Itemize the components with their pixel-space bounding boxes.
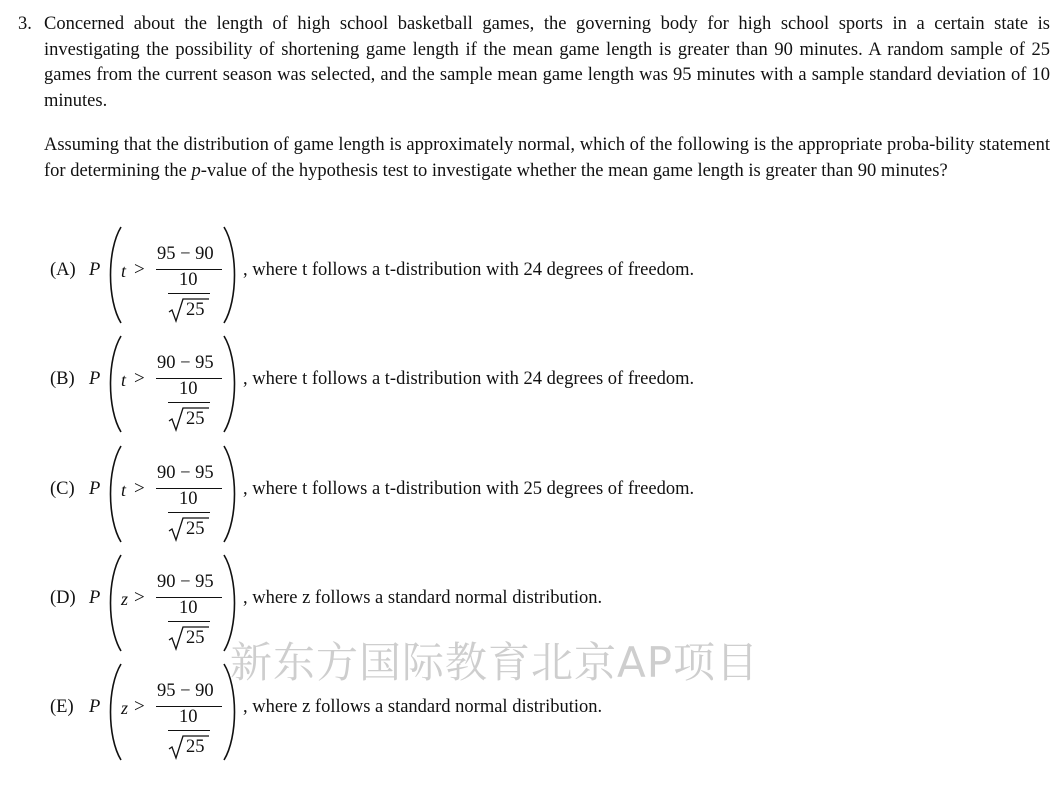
sample-size: 25 (186, 300, 205, 320)
choice-c[interactable] (0, 442, 1057, 546)
inner-fraction-bar (168, 402, 210, 403)
inner-fraction-bar (168, 621, 210, 622)
numerator: 90 − 95 (157, 572, 214, 592)
right-paren-icon (220, 225, 240, 325)
choice-label: (E) (50, 697, 74, 717)
prompt-text-1: Assuming that the distribution of game length is approximately normal, which of the following is the appropriate proba-bility statement for determining the (44, 135, 1050, 181)
standard-deviation: 10 (179, 598, 198, 618)
standard-deviation: 10 (179, 707, 198, 727)
inner-fraction-bar (168, 512, 210, 513)
question-block (18, 12, 1050, 203)
operator: > (134, 587, 145, 608)
operator: > (134, 368, 145, 389)
choice-description: , where t follows a t-distribution with 24 degrees of freedom. (243, 369, 695, 389)
choice-label: (D) (50, 588, 76, 608)
operator: > (134, 259, 145, 280)
probability-symbol: P (89, 588, 101, 608)
standard-deviation: 10 (179, 379, 198, 399)
probability-symbol: P (89, 479, 101, 499)
numerator: 95 − 90 (157, 244, 214, 264)
numerator: 90 − 95 (157, 463, 214, 483)
inner-fraction-bar (168, 293, 210, 294)
choice-description: , where z follows a standard normal distribution. (243, 697, 603, 717)
choice-description: , where z follows a standard normal distribution. (243, 588, 603, 608)
question-number: 3. (18, 14, 32, 34)
choice-label: (B) (50, 369, 75, 389)
sample-size: 25 (186, 737, 205, 757)
choice-label: (A) (50, 260, 76, 280)
standard-deviation: 10 (179, 489, 198, 509)
sample-size: 25 (186, 628, 205, 648)
test-variable: z (121, 698, 129, 718)
choice-a[interactable] (0, 223, 1057, 327)
numerator: 90 − 95 (157, 353, 214, 373)
inner-fraction-bar (168, 730, 210, 731)
prompt-p-variable: p (191, 160, 201, 181)
test-variable: t (121, 261, 127, 281)
right-paren-icon (220, 444, 240, 544)
probability-symbol: P (89, 697, 101, 717)
choice-label: (C) (50, 479, 75, 499)
choice-description: , where t follows a t-distribution with 25 degrees of freedom. (243, 479, 695, 499)
test-variable: z (121, 589, 129, 609)
watermark: 新东方国际教育北京AP项目 (230, 638, 760, 687)
test-variable: t (121, 480, 127, 500)
right-paren-icon (220, 334, 240, 434)
choice-b[interactable] (0, 332, 1057, 436)
standard-deviation: 10 (179, 270, 198, 290)
sample-size: 25 (186, 409, 205, 429)
prompt-text-2: -value of the hypothesis test to investigate whether the mean game length is greater than 90 minutes? (200, 160, 948, 181)
probability-symbol: P (89, 260, 101, 280)
numerator: 95 − 90 (157, 681, 214, 701)
operator: > (134, 478, 145, 499)
question-prompt (44, 133, 1050, 184)
sample-size: 25 (186, 519, 205, 539)
test-variable: t (121, 370, 127, 390)
question-stem: Concerned about the length of high school basketball games, the governing body for high school sports in a certain state is investigating the possibility of shortening game length if the mean game length is greater than 90 minutes. A random sample of 25 games from the current season was selected, and the sample mean game length was 95 minutes with a sample standard deviation of 10 minutes. (44, 14, 1050, 111)
probability-symbol: P (89, 369, 101, 389)
choice-description: , where t follows a t-distribution with 24 degrees of freedom. (243, 260, 695, 280)
operator: > (134, 696, 145, 717)
